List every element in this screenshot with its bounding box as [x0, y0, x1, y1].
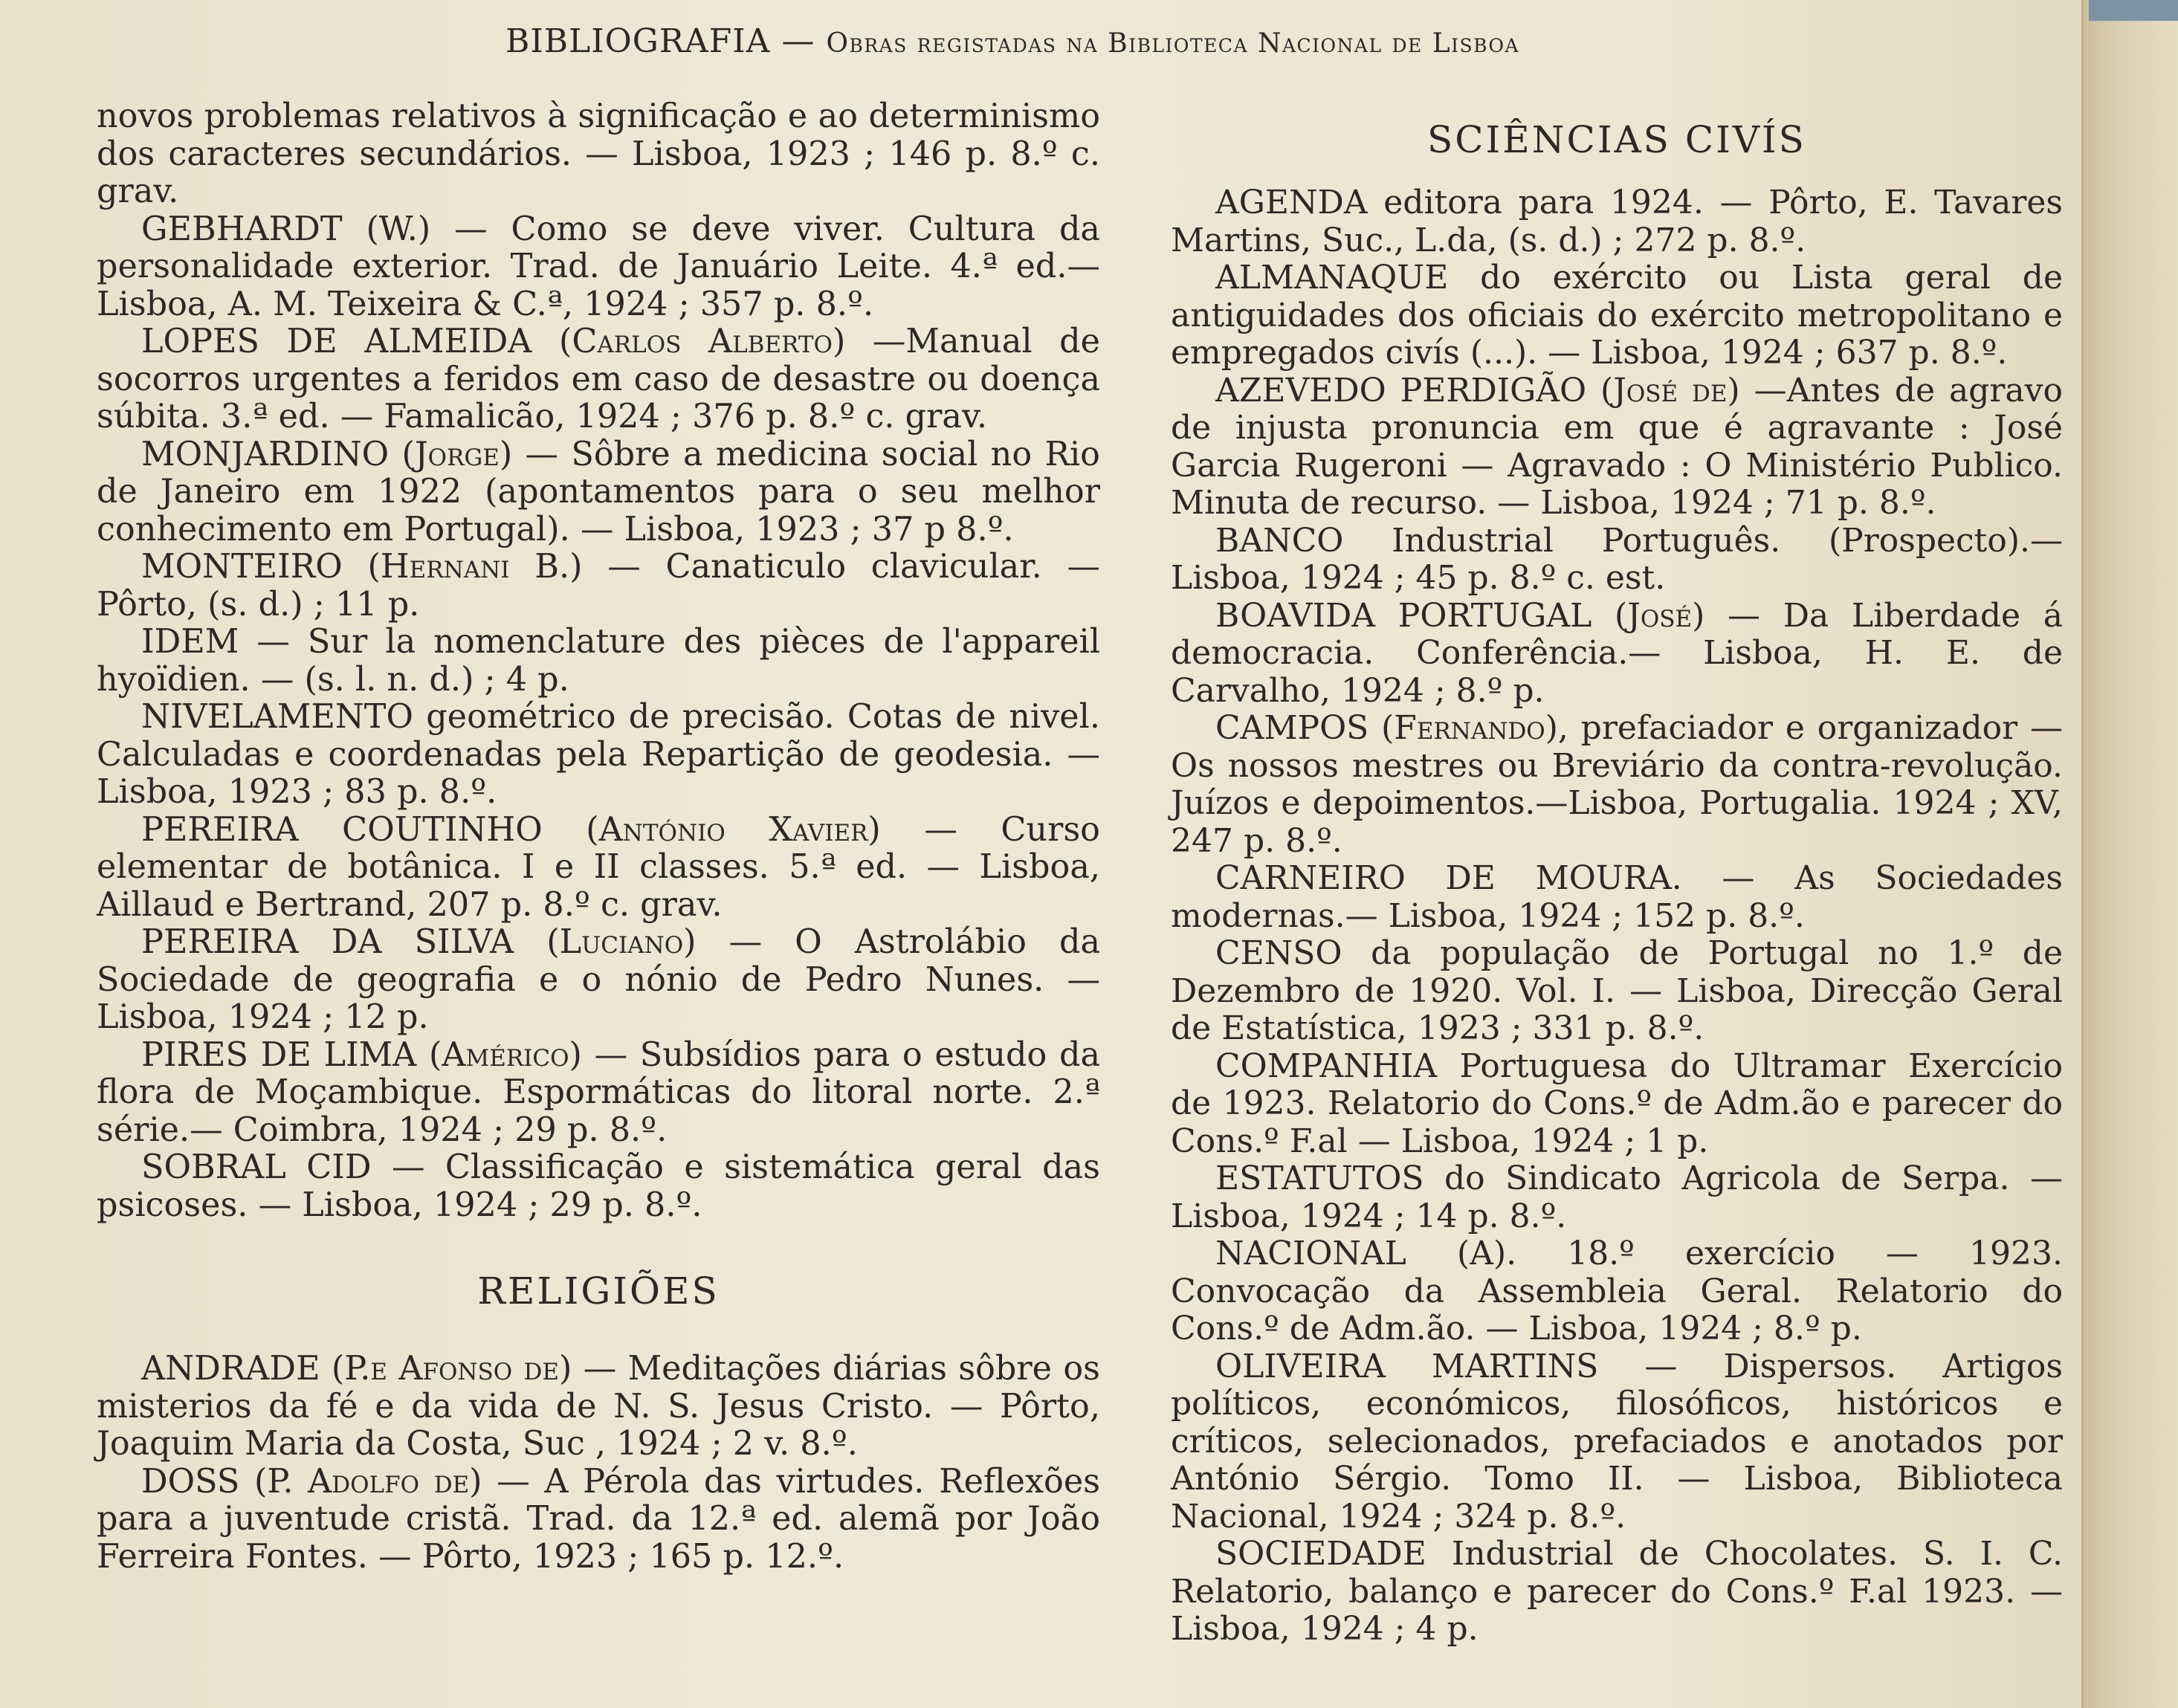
- entry-body: , prefaciador e organizador — Os nossos mestres ou Breviário da contra-revolução. Juízos e depoimentos.—Lisboa, Portugalia. 1924 ; XV, 247 p. 8.º.: [1171, 709, 2063, 860]
- bibliography-entry: [1171, 935, 2063, 1048]
- entry-body: (A). 18.º exercício — 1923. Convocação da Assembleia Geral. Relatorio do Cons.º de Adm.ão. — Lisboa, 1924 ; 8.º p.: [1171, 1235, 2063, 1348]
- entry-heading: LOPES DE ALMEIDA: [141, 323, 532, 360]
- sciencias-entries: [1171, 184, 2063, 1649]
- left-column: [97, 98, 1100, 1576]
- entry-heading: DOSS: [141, 1462, 240, 1501]
- running-head: [505, 22, 1754, 60]
- running-head-subtitle: Obras registadas na Biblioteca Nacional de Lisboa: [826, 28, 1520, 59]
- bibliography-entry: [97, 1037, 1100, 1150]
- entry-heading: BANCO: [1215, 521, 1344, 560]
- entry-heading: OLIVEIRA MARTINS: [1215, 1347, 1599, 1385]
- entry-heading: NACIONAL: [1215, 1235, 1406, 1272]
- bibliography-entry: [1171, 1348, 2063, 1536]
- entry-heading: PEREIRA COUTINHO: [141, 810, 543, 849]
- entry-heading: SOCIEDADE: [1215, 1535, 1426, 1573]
- bibliography-entry: [97, 323, 1100, 436]
- entry-body: — O Astrolábio da Sociedade de geografia e o nónio de Pedro Nunes. — Lisboa, 1924 ; 12 p.: [97, 923, 1101, 1036]
- background-corner: [2089, 0, 2178, 21]
- bibliography-entry: [97, 699, 1100, 812]
- entry-heading: MONTEIRO: [141, 548, 343, 586]
- bibliography-entry: [97, 436, 1100, 549]
- bibliography-entry: [1171, 184, 2063, 259]
- section-heading-religioes: RELIGIÕES: [477, 1269, 720, 1313]
- entry-body: — Sur la nomenclature des pièces de l'appareil hyoïdien. — (s. l. n. d.) ; 4 p.: [97, 623, 1100, 699]
- bibliography-entry: [1171, 523, 2063, 598]
- entry-body: — Sôbre a medicina social no Rio de Janeiro em 1922 (apontamentos para o seu melhor conhecimento em Portugal). — Lisboa, 1923 ; 37 p 8.º.: [97, 435, 1100, 549]
- entry-heading: ESTATUTOS: [1215, 1159, 1424, 1197]
- bibliography-entry: [97, 1149, 1100, 1224]
- entry-heading: PIRES DE LIMA: [141, 1035, 417, 1074]
- entry-author: (Luciano): [546, 923, 697, 961]
- entry-heading: CAMPOS: [1215, 709, 1369, 747]
- entry-body: — Como se deve viver. Cultura da personalidade exterior. Trad. de Januário Leite. 4.ª ed.—Lisboa, A. M. Teixeira & C.ª, 1924 ; 357 p. 8.º.: [97, 210, 1100, 323]
- entry-author: (António Xavier): [586, 810, 881, 849]
- bibliography-entry: [97, 924, 1100, 1037]
- entry-body: — Meditações diárias sôbre os misterios da fé e da vida de N. S. Jesus Cristo. — Pôrto, Joaquim Maria da Costa, Suc , 1924 ; 2 v. 8.º.: [97, 1350, 1100, 1463]
- entry-author: (Jorge): [401, 435, 513, 473]
- entry-body: do exército ou Lista geral de antiguidades dos oficiais do exército metropolitano e empregados civís (...). — Lisboa, 1924 ; 637 p. 8.º.: [1171, 259, 2063, 372]
- entry-heading: IDEM: [141, 623, 239, 661]
- entry-heading: MONJARDINO: [141, 435, 390, 473]
- entry-heading: COMPANHIA: [1215, 1047, 1438, 1085]
- entry-body: — Dispersos. Artigos políticos, económicos, filosóficos, históricos e críticos, selecionados, prefaciados e anotados por António Sérgio. Tomo II. — Lisboa, Biblioteca Nacional, 1924 ; 324 p. 8.º.: [1171, 1347, 2063, 1536]
- entry-body: — Da Liberdade á democracia. Conferência.— Lisboa, H. E. de Carvalho, 1924 ; 8.º p.: [1171, 596, 2063, 710]
- bibliography-entry: [1171, 372, 2063, 523]
- bibliography-entry: [97, 549, 1100, 624]
- entry-body: do Sindicato Agricola de Serpa. — Lisboa, 1924 ; 14 p. 8.º.: [1171, 1159, 2063, 1235]
- bibliography-entry: [1171, 1235, 2063, 1348]
- entry-heading: ALMANAQUE: [1215, 259, 1449, 297]
- section-heading-sciencias-civis: SCIÊNCIAS CIVÍS: [1427, 118, 1806, 161]
- entry-body: editora para 1924. — Pôrto, E. Tavares Martins, Suc., L.da, (s. d.) ; 272 p. 8.º.: [1171, 184, 2063, 259]
- entry-author: (Américo): [428, 1035, 582, 1074]
- entry-heading: AGENDA: [1215, 184, 1368, 221]
- entry-body: — Canaticulo clavicular. — Pôrto, (s. d.) ; 11 p.: [97, 548, 1101, 624]
- entry-body: — Curso elementar de botânica. I e II classes. 5.ª ed. — Lisboa, Aillaud e Bertrand, 207 p. 8.º c. grav.: [97, 810, 1100, 924]
- bibliography-entry: [1171, 860, 2063, 935]
- bibliography-entry: [97, 1463, 1100, 1576]
- bibliography-entry: [1171, 1160, 2063, 1235]
- entry-heading: BOAVIDA PORTUGAL: [1215, 596, 1592, 635]
- entry-body: Portuguesa do Ultramar Exercício de 1923. Relatorio do Cons.º de Adm.ão e parecer do Cons.º F.al — Lisboa, 1924 ; 1 p.: [1171, 1047, 2063, 1160]
- bibliography-entry: [97, 812, 1100, 925]
- bibliography-entry: [97, 1350, 1100, 1463]
- page-edge: [2081, 0, 2178, 1708]
- continuation-text: novos problemas relativos à significação e ao determinismo dos caracteres secundários. — Lisboa, 1923 ; 146 p. 8.º c. grav.: [97, 97, 1100, 210]
- entry-body: da população de Portugal no 1.º de Dezembro de 1920. Vol. I. — Lisboa, Direcção Geral de Estatística, 1923 ; 331 p. 8.º.: [1171, 934, 2063, 1047]
- religion-entries: [97, 1350, 1100, 1576]
- bibliography-entry: [1171, 259, 2063, 372]
- entry-body: — A Pérola das virtudes. Reflexões para a juventude cristã. Trad. da 12.ª ed. alemã por João Ferreira Fontes. — Pôrto, 1923 ; 165 p. 12.º.: [97, 1462, 1101, 1576]
- entry-author: (Hernani B.): [367, 548, 583, 586]
- right-column: [1171, 98, 2063, 1649]
- running-head-title: BIBLIOGRAFIA —: [505, 22, 815, 60]
- entry-body: geométrico de precisão. Cotas de nivel. Calculadas e coordenadas pela Repartição de geodesia. — Lisboa, 1923 ; 83 p. 8.º.: [97, 698, 1101, 811]
- bibliography-entry: [97, 211, 1100, 324]
- entry-author: (Carlos Alberto): [558, 323, 846, 360]
- bibliography-entry: [97, 624, 1100, 699]
- bibliography-entry: [1171, 710, 2063, 860]
- entry-heading: SOBRAL CID: [141, 1148, 372, 1186]
- entry-heading: ANDRADE: [141, 1350, 320, 1388]
- entry-author: (José): [1615, 596, 1705, 635]
- entry-author: (P. Adolfo de): [254, 1462, 482, 1501]
- left-entries: [97, 211, 1100, 1225]
- entry-body: — Classificação e sistemática geral das psicoses. — Lisboa, 1924 ; 29 p. 8.º.: [97, 1148, 1100, 1224]
- entry-body: — Subsídios para o estudo da flora de Moçambique. Espormáticas do litoral norte. 2.ª série.— Coimbra, 1924 ; 29 p. 8.º.: [97, 1035, 1100, 1149]
- bibliography-entry: [1171, 1536, 2063, 1649]
- bibliography-entry: [1171, 598, 2063, 711]
- entry-author: (W.): [366, 210, 431, 248]
- entry-body: Industrial Português. (Prospecto).— Lisboa, 1924 ; 45 p. 8.º c. est.: [1171, 521, 2063, 597]
- entry-author: (Fernando): [1381, 709, 1558, 747]
- entry-author: (P.e Afonso de): [331, 1350, 572, 1388]
- entry-body: —Manual de socorros urgentes a feridos em caso de desastre ou doença súbita. 3.ª ed. — Famalicão, 1924 ; 376 p. 8.º c. grav.: [97, 323, 1100, 436]
- entry-body: Industrial de Chocolates. S. I. C. Relatorio, balanço e parecer do Cons.º F.al 1923. — Lisboa, 1924 ; 4 p.: [1171, 1535, 2063, 1648]
- entry-author: (José de): [1600, 371, 1740, 410]
- bibliography-entry: [1171, 1048, 2063, 1161]
- entry-body: —Antes de agravo de injusta pronuncia em que é agravante : José Garcia Rugeroni — Agravado : O Ministério Publico. Minuta de recurso. — Lisboa, 1924 ; 71 p. 8.º.: [1171, 371, 2063, 522]
- entry-heading: CENSO: [1215, 934, 1342, 972]
- entry-heading: NIVELAMENTO: [141, 698, 413, 736]
- entry-body: — As Sociedades modernas.— Lisboa, 1924 ; 152 p. 8.º.: [1171, 859, 2063, 935]
- entry-heading: AZEVEDO PERDIGÃO: [1215, 371, 1587, 410]
- entry-heading: GEBHARDT: [141, 210, 343, 248]
- entry-heading: PEREIRA DA SILVA: [141, 923, 514, 961]
- entry-heading: CARNEIRO DE MOURA.: [1215, 859, 1682, 897]
